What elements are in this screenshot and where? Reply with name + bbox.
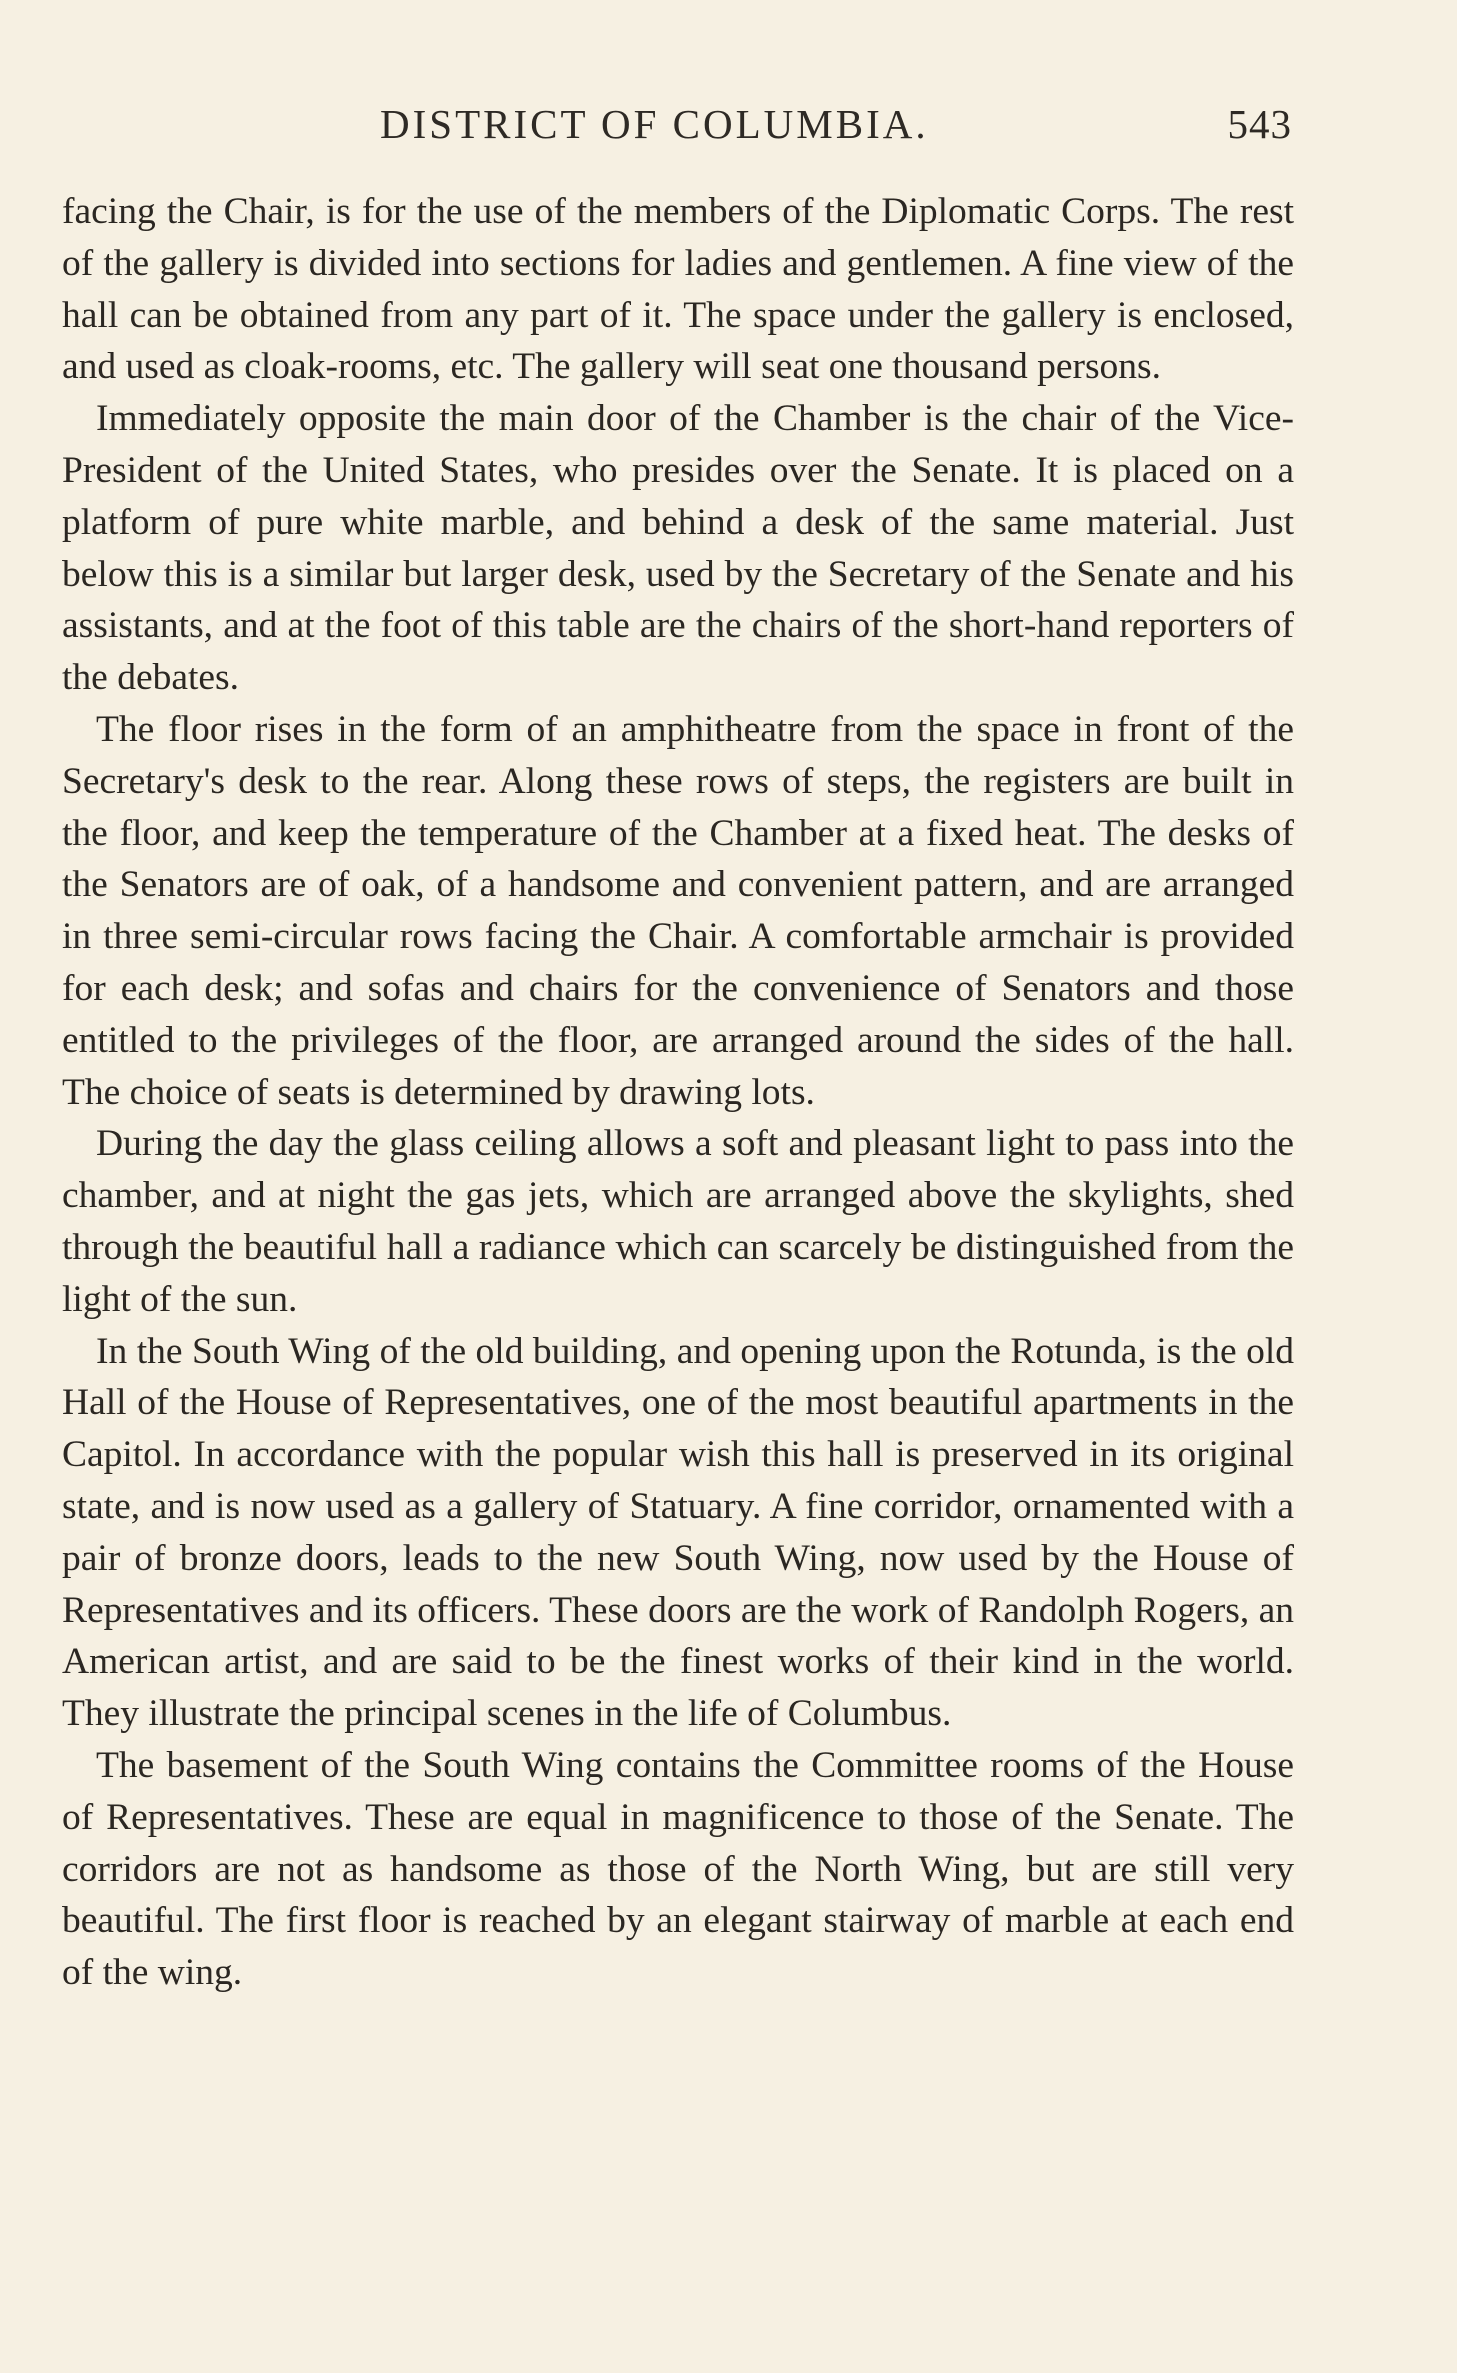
paragraph: During the day the glass ceiling allows a soft and pleasant light to pass into the chamber, and at night the gas jets, which are arranged above the skylights, shed through the beautiful hall a radiance which can scarcely be distinguished from the light of the sun. <box>62 1123 1294 1320</box>
page-header <box>62 100 1292 160</box>
page-number: 543 <box>1227 101 1292 147</box>
paragraph: The basement of the South Wing contains the Committee rooms of the House of Representatives. These are equal in magnificence to those of the Senate. The corridors are not as handsome as those of the North Wing, but are still very beautiful. The first floor is reached by an elegant stairway of marble at each end of the wing. <box>62 1744 1294 1994</box>
paragraph: Immediately opposite the main door of the Chamber is the chair of the Vice-President of the United States, who presides over the Senate. It is placed on a platform of pure white marble, and behind a desk of the same material. Just below this is a similar but larger desk, used by the Secretary of the Senate and his assistants, and at the foot of this table are the chairs of the short-hand reporters of the debates. <box>62 398 1294 699</box>
running-head: DISTRICT OF COLUMBIA. <box>380 101 929 147</box>
body-text <box>62 186 1294 1999</box>
paragraph: In the South Wing of the old building, and opening upon the Rotunda, is the old Hall of the House of Representatives, one of the most beautiful apartments in the Capitol. In accordance with the popular wish this hall is preserved in its original state, and is now used as a gallery of Statuary. A fine corridor, ornamented with a pair of bronze doors, leads to the new South Wing, now used by the House of Representatives and its officers. These doors are the work of Randolph Rogers, an American artist, and are said to be the finest works of their kind in the world. They illustrate the principal scenes in the life of Columbus. <box>62 1330 1294 1735</box>
paragraph: facing the Chair, is for the use of the members of the Diplomatic Corps. The rest of the gallery is divided into sections for ladies and gentlemen. A fine view of the hall can be obtained from any part of it. The space under the gallery is enclosed, and used as cloak-rooms, etc. The gallery will seat one thousand persons. <box>62 191 1294 388</box>
paragraph: The floor rises in the form of an amphitheatre from the space in front of the Secretary's desk to the rear. Along these rows of steps, the registers are built in the floor, and keep the temperature of the Chamber at a fixed heat. The desks of the Senators are of oak, of a handsome and convenient pattern, and are arranged in three semi-circular rows facing the Chair. A comfortable armchair is provided for each desk; and sofas and chairs for the convenience of Senators and those entitled to the privileges of the floor, are arranged around the sides of the hall. The choice of seats is determined by drawing lots. <box>62 708 1294 1113</box>
